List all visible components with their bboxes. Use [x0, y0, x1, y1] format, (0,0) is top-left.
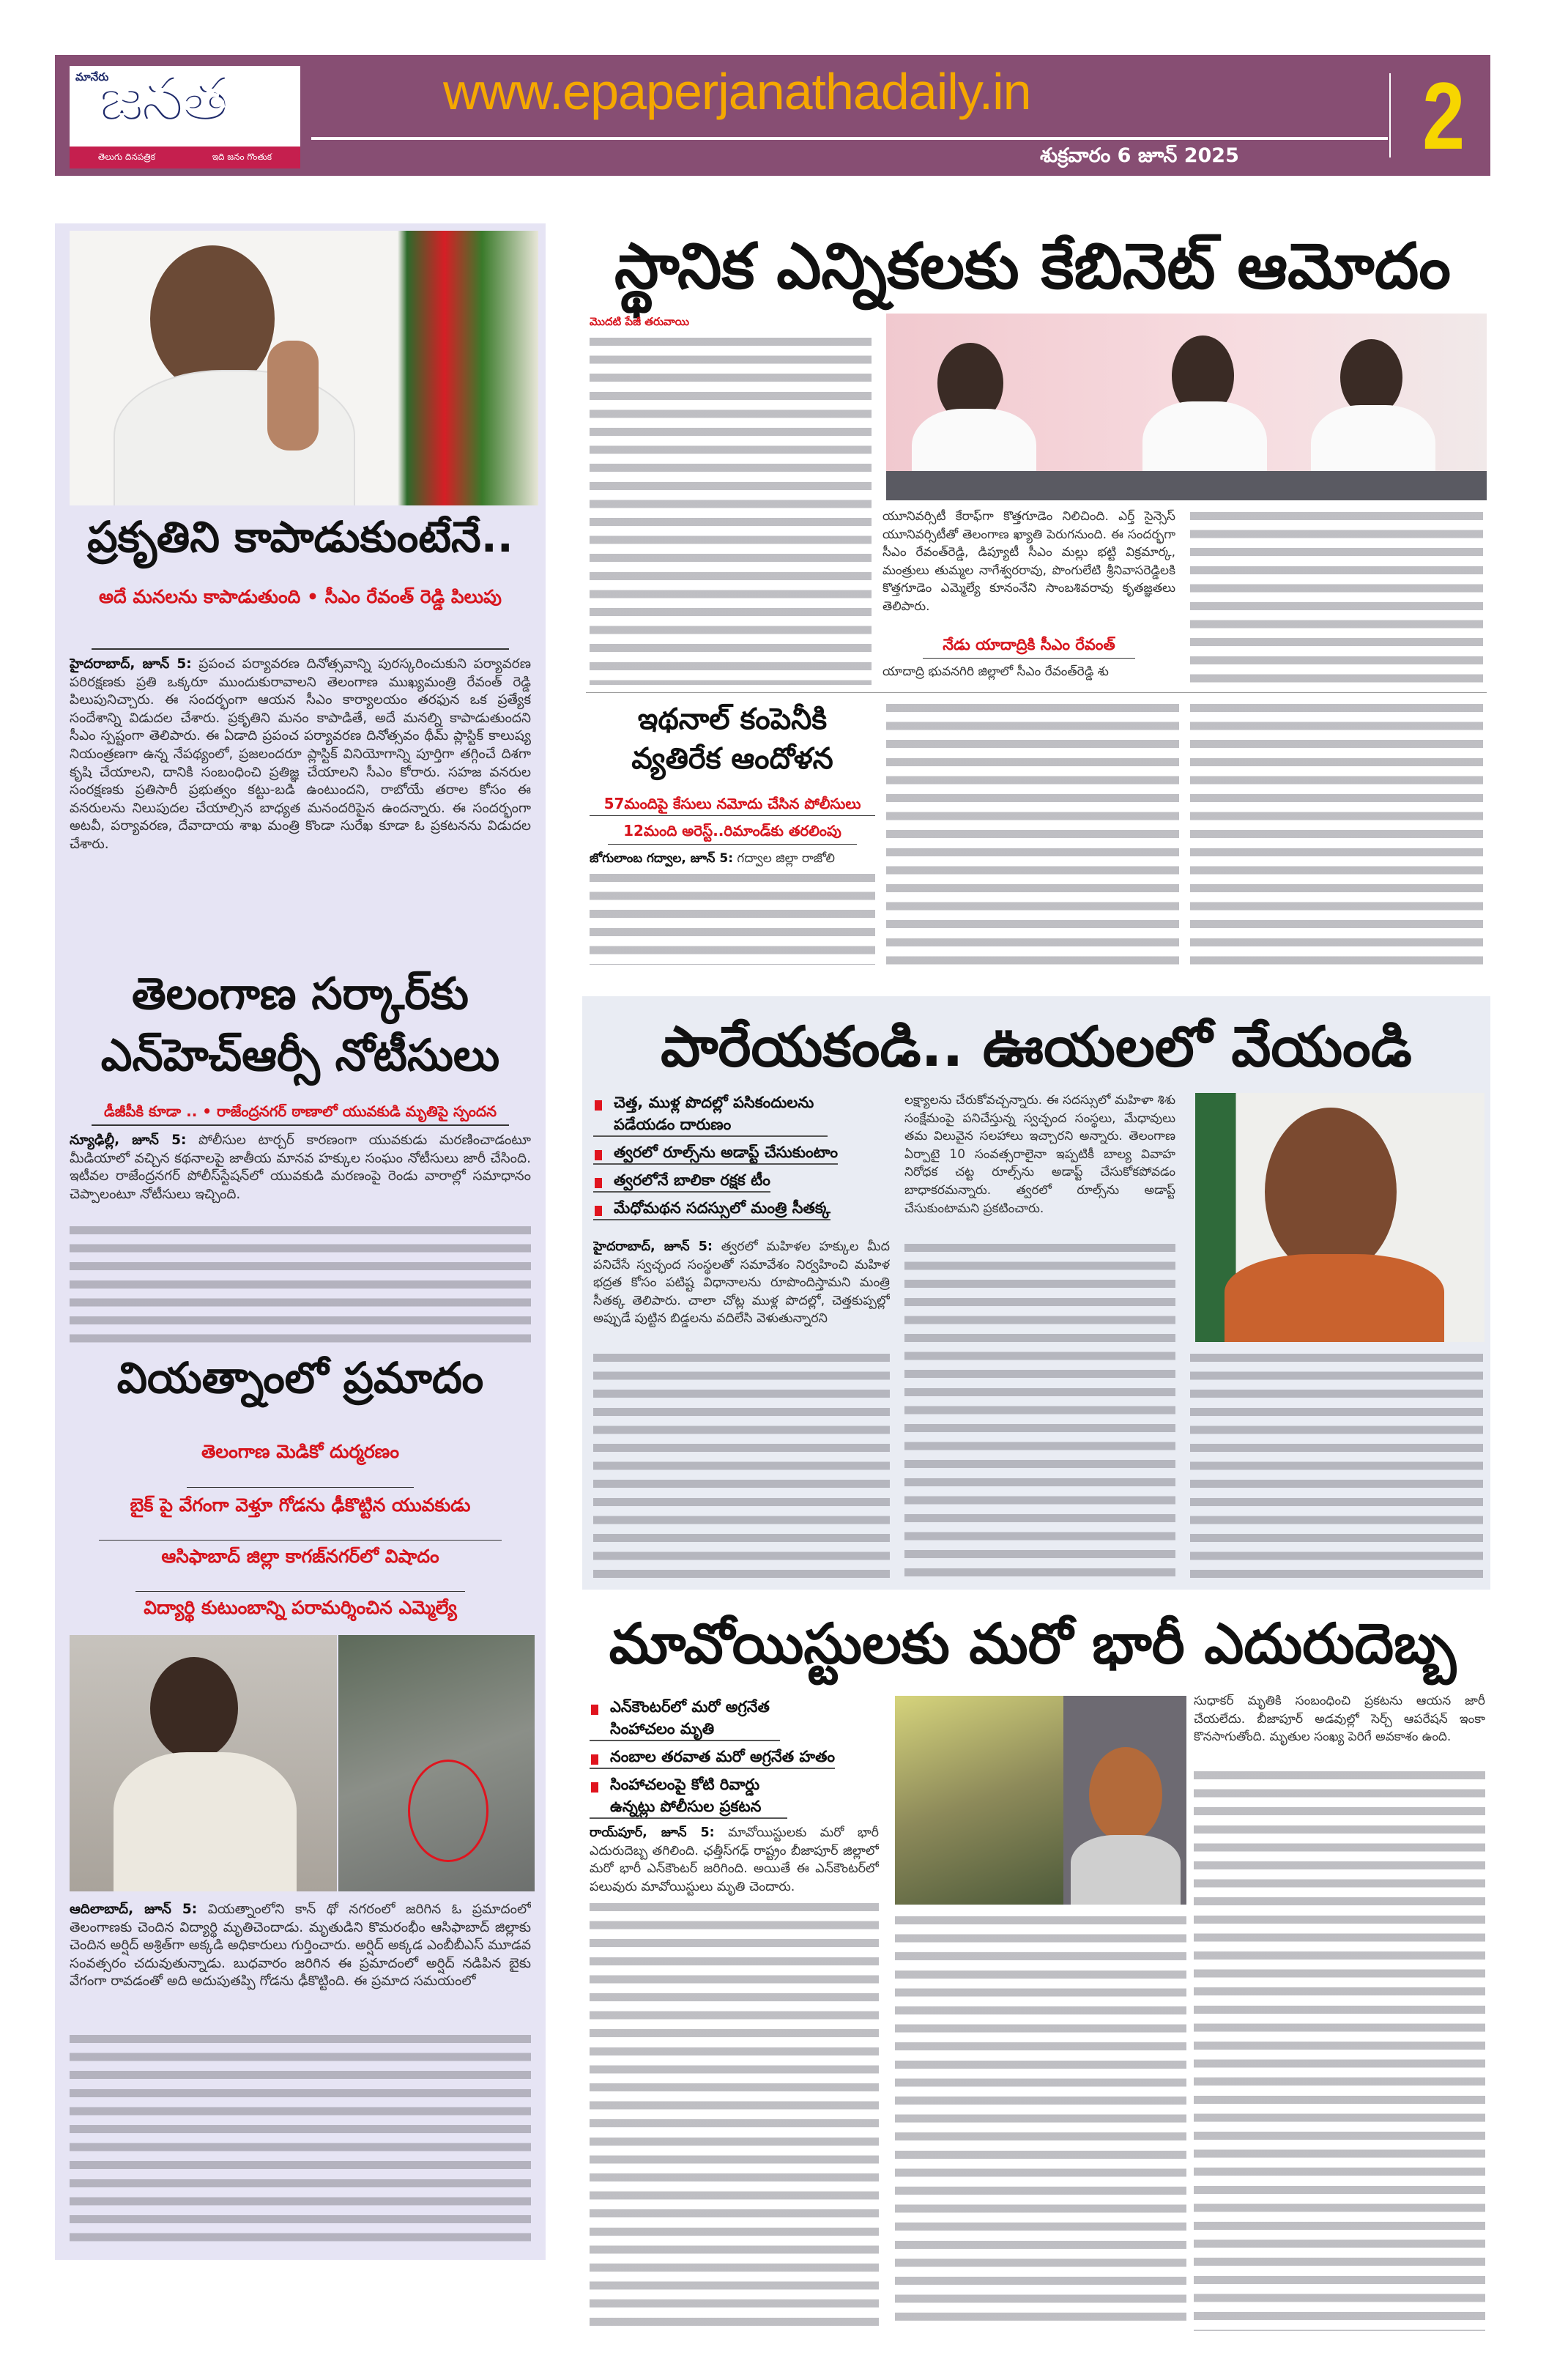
text-column-filler — [1190, 508, 1483, 683]
article-body-ethanol — [590, 850, 875, 869]
subhead-ethanol-2: 12మంది అరెస్ట్..రిమాండ్‌కు తరలింపు — [623, 822, 841, 839]
article-body-cabinet-continued: యూనివర్సిటీ కేరాఫ్‌గా కొత్తగూడెం నిలిచింది. ఎర్త్ సైన్సెస్ యూనివర్సిటీతో తెలంగాణ ఖ్యాతి పెరుగనుంది. ఈ సందర్భగా సీఎం రేవంత్‌రెడ్డి, డిప్యూటీ సీఎం మల్లు భట్టి విక్రమార్క, మంత్రులు తుమ్మల నాగేశ్వరరావు, పొంగులేటి శ్రీనివాసరెడ్డిలకి కొత్తగూడెం ఎమ్మెల్యే కూనంనేని సాంబశివరావు కృతజ్ఞతలు తెలిపారు. — [882, 509, 1175, 614]
bullet-item: త్వరలోనే బాలికా రక్షక టీం — [593, 1169, 770, 1193]
divider — [923, 658, 1135, 659]
bullet-item: చెత్త, ముళ్ల పొదల్లో పసికందులను పడేయడం దారుణం — [593, 1091, 828, 1137]
bullet-item: నంబాల తరవాత మరో అగ్రనేత హతం — [590, 1746, 835, 1769]
dateline: జోగులాంబ గద్వాల, జూన్ 5: — [590, 851, 733, 866]
body-text: త్వరలో మహిళల హక్కుల మీద పనిచేసే స్వచ్ఛంద సంస్థలతో సమావేశం నిర్వహించి మహిళ భద్రత కోసం పటిష్ట విధానాలను రూపొందిస్తామని మంత్రి సీతక్క తెలిపారు. చాలా చోట్ల ముళ్ల పొదల్లో, చెత్తకుప్పల్లో అప్పుడే పుట్టిన బిడ్డలను వదిలేసి వెళుతున్నారని — [593, 1239, 890, 1327]
article-body-nhrc — [70, 1132, 531, 1220]
divider — [135, 1591, 465, 1592]
dateline: రాయ్‌పూర్, జూన్ 5: — [590, 1825, 715, 1840]
kicker-continued: మొదటి పేజీ తరువాయి — [590, 315, 690, 328]
dateline: హైదరాబాద్, జూన్ 5: — [70, 656, 192, 672]
bullet-item: ఎన్‌కౌంటర్‌లో మరో అగ్రనేత సింహాచలం మృతి — [590, 1696, 780, 1741]
dateline: ఆదిలాబాద్, జూన్ 5: — [70, 1902, 198, 1917]
photo-maoist-leader — [1063, 1696, 1186, 1905]
article-body-maoist — [590, 1824, 879, 1897]
headline-cabinet: స్థానిక ఎన్నికలకు కేబినెట్ ఆమోదం — [614, 230, 1451, 303]
text-column-filler — [70, 1222, 531, 1346]
headline-ethanol: ఇథనాల్ కంపెనీకి వ్యతిరేక ఆందోళన — [631, 702, 833, 776]
headline-environment: ప్రకృతిని కాపాడుకుంటేనే.. — [87, 512, 513, 562]
subhead-vietnam-1: తెలంగాణ మెడికో దుర్మరణం — [201, 1441, 399, 1462]
text-column-filler — [70, 2031, 531, 2250]
divider — [311, 137, 1388, 140]
photo-cabinet-meeting — [886, 314, 1487, 500]
article-body-sitakka-col2: లక్ష్యాలను చేరుకోవచ్చన్నారు. ఈ సదస్సులో మహిళా శిశు సంక్షేమంపై పనిచేస్తున్న స్వచ్ఛంద సంస్థలు, మేధావులు తమ విలువైన సలహాలు ఇచ్చారని అన్నారు. తెలంగాణ ఏర్పాటై 10 సంవత్సరాలైనా ఇప్పటికీ బాల్య వివాహ నిరోధక చట్ట రూల్స్‌ను అడాప్ట్ చేసుకోకపోవడం బాధాకరమన్నారు. త్వరలో రూల్స్‌ను అడాప్ట్ చేసుకుంటామని ప్రకటించారు. — [904, 1093, 1175, 1216]
article-body-cm-yadadri: యాదాద్రి భువనగిరి జిల్లాలో సీఎం రేవంత్‌రెడ్డి శు — [882, 664, 1109, 679]
article-body-maoist-right: సుధాకర్ మృతికి సంబంధించి ప్రకటను ఆయన జారీ చేయలేదు. బీజాపూర్ అడవుల్లో సెర్చ్ ఆపరేషన్ ఇంకా కొనసాగుతోంది. మృతుల సంఖ్య పెరిగే అవకాశం ఉంది. — [1194, 1694, 1485, 1745]
masthead — [55, 55, 1490, 176]
dateline: న్యూఢిల్లీ, జూన్ 5: — [70, 1132, 187, 1148]
divider — [99, 1540, 502, 1541]
photo-student — [70, 1635, 337, 1891]
divider — [92, 648, 509, 650]
text-column-filler — [904, 1239, 1175, 1584]
headline-vietnam: వియత్నాంలో ప్రమాదం — [116, 1353, 484, 1403]
text-column-filler — [886, 700, 1179, 967]
body-text: గద్వాల జిల్లా రాజోలి — [737, 851, 835, 866]
photo-maoist-encounter — [895, 1696, 1063, 1905]
text-column-filler — [590, 870, 875, 965]
subhead-vietnam-4: విద్యార్థి కుటుంబాన్ని పరామర్శించిన ఎమ్మెల్యే — [144, 1597, 457, 1618]
logo-tag-left: తెలుగు దినపత్రిక — [97, 151, 155, 162]
text-column-filler — [590, 333, 872, 685]
body-text: మావోయిస్టులకు మరో భారీ ఎదురుదెబ్బ తగిలింది. ఛత్తీస్‌గఢ్ రాష్ట్రం బీజాపూర్ జిల్లాలో మరో భారీ ఎన్‌కౌంటర్ జరిగింది. అయితే ఈ ఎన్‌కౌంటర్‌లో పలువురు మావోయిస్టులు మృతి చెందారు. — [590, 1825, 879, 1894]
photo-minister-sitakka — [1195, 1093, 1484, 1342]
body-text: పోలీసుల టార్చర్ కారణంగా యువకుడు మరణించాడంటూ మీడియాలో వచ్చిన కథనాలపై జాతీయ మానవ హక్కుల సంఘం నోటీసులు జారీ చేసింది. ఇటీవల రాజేంద్రనగర్ పోలీస్‌స్టేషన్‌లో యువకుడి మరణంపై రెండు వారాల్లో సమాధానం చెప్పాలంటూ నోటీసులు ఇచ్చింది. — [70, 1132, 531, 1202]
headline-sitakka: పారేయకండి.. ఊయలలో వేయండి — [661, 1014, 1412, 1079]
subhead-nhrc: డీజీపీకి కూడా .. • రాజేంద్రనగర్ ఠాణాలో యువకుడి మృతిపై స్పందన — [103, 1102, 497, 1120]
text-column-filler — [593, 1349, 890, 1584]
dateline: హైదరాబాద్, జూన్ 5: — [593, 1239, 713, 1254]
photo-cm-greeting — [70, 231, 538, 505]
text-column-filler — [895, 1912, 1186, 2331]
divider — [586, 692, 1487, 693]
text-column-filler — [1190, 700, 1483, 967]
subhead-vietnam-3: ఆసిఫాబాద్ జిల్లా కాగజ్‌నగర్‌లో విషాదం — [161, 1546, 439, 1567]
bullet-item: త్వరలో రూల్స్‌ను అడాప్ట్ చేసుకుంటాం — [593, 1141, 838, 1165]
divider — [92, 1124, 509, 1126]
logo-main-text: జనత — [99, 66, 226, 135]
divider — [187, 1487, 414, 1488]
body-text: వియత్నాంలోని కాన్ థో నగరంలో జరిగిన ఓ ప్రమాదంలో తెలంగాణకు చెందిన విద్యార్థి మృతిచెందాడు. మృతుడిని కొమరంభీం ఆసిఫాబాద్ జిల్లాకు చెందిన అర్షిద్ అశ్రిత్‌గా అక్కడి అధికారులు గుర్తించారు. అర్షిద్ అక్కడ ఎంబీబీఎస్ మూడవ సంవత్సరం చదువుతున్నాడు. బుధవారం జరిగిన ఈ ప్రమాదంలో అర్షిద్ నడిపిన బైకు వేగంగా రావడంతో అది అదుపుతప్పి గోడను ఢీకొట్టింది. ఈ ప్రమాద సమయంలో — [70, 1902, 531, 1990]
text-column-filler — [1194, 1767, 1485, 2331]
subhead-environment: అదే మనలను కాపాడుతుంది • సీఎం రేవంత్ రెడ్డి పిలుపు — [99, 586, 502, 607]
newspaper-logo[interactable] — [70, 66, 300, 168]
page-number: 2 — [1422, 62, 1465, 169]
photo-accident-scene — [338, 1635, 535, 1891]
issue-date: శుక్రవారం 6 జూన్ 2025 — [1040, 144, 1239, 167]
body-text: ప్రపంచ పర్యావరణ దినోత్సవాన్ని పురస్కరించుకుని పర్యావరణ పరిరక్షణకు ప్రతి ఒక్కరూ ముందుకురావాలని తెలంగాణ ముఖ్యమంత్రి రేవంత్ రెడ్డి పిలుపునిచ్చారు. ఈ సందర్భంగా ఆయన సీఎం కార్యాలయం తరఫున ఒక ప్రత్యేక సందేశాన్ని విడుదల చేశారు. ప్రకృతిని మనం కాపాడితే, అదే మనల్ని కాపాడుతుందని సీఎం స్పష్టంగా తెలిపారు. ఈ ఏడాది ప్రపంచ పర్యావరణ దినోత్సవం థీమ్ ప్లాస్టిక్ కాలుష్య నియంత్రణగా ఉన్న నేపథ్యంలో, ప్రజలందరూ ప్లాస్టిక్ వినియోగాన్ని పూర్తిగా తగ్గించే దిశగా కృషి చేయాలని, దానికి సంబంధించి ప్రతిజ్ఞ చేయాలని సీఎం కోరారు. సహజ వనరుల సంరక్షణకు ప్రతిసారీ ప్రభుత్వం కట్టు-బడి ఉంటుందని, రాబోయే తరాల కోసం ఈ వనరులను నిలుపుదల చేయాల్సిన బాధ్యత మనందరిపైన ఉందన్నారు. ఈ సందర్భంగా అటవీ, పర్యావరణ, దేవాదాయ శాఖ మంత్రి కొండా సురేఖ కూడా ఓ ప్రకటనను విడుదల చేశారు. — [70, 656, 531, 852]
logo-tag-right: ఇది జనం గొంతుక — [212, 151, 272, 162]
article-body-vietnam — [70, 1901, 531, 2029]
divider — [590, 815, 875, 816]
bullet-item: సింహాచలంపై కోటి రివార్డు ఉన్నట్లు పోలీసుల ప్రకటన — [590, 1773, 787, 1819]
site-url-link[interactable]: www.epaperjanathadaily.in — [443, 63, 1031, 120]
logo-tagline — [70, 147, 300, 168]
divider — [1389, 73, 1391, 157]
bullet-list-maoist — [590, 1696, 890, 1823]
article-body-sitakka — [593, 1238, 890, 1348]
logo-small-text: మానేరు — [75, 70, 109, 84]
divider — [608, 844, 857, 845]
headline-nhrc: తెలంగాణ సర్కార్‌కు ఎన్‌హెచ్‌ఆర్సీ నోటీసులు — [100, 968, 500, 1081]
bullet-item: మేధోమథన సదస్సులో మంత్రి సీతక్క — [593, 1197, 830, 1220]
subhead-cm-yadadri: నేడు యాదాద్రికి సీఎం రేవంత్ — [943, 636, 1115, 653]
bullet-list-sitakka — [593, 1091, 901, 1225]
article-body-environment — [70, 656, 531, 945]
subhead-ethanol-1: 57మందిపై కేసులు నమోదు చేసిన పోలీసులు — [603, 795, 861, 812]
text-column-filler — [1190, 1349, 1483, 1584]
subhead-vietnam-2: బైక్ పై వేగంగా వెళ్తూ గోడను ఢీకొట్టిన యువకుడు — [130, 1494, 471, 1516]
headline-maoist: మావోయిస్టులకు మరో భారీ ఎదురుదెబ్బ — [609, 1611, 1457, 1676]
text-column-filler — [590, 1899, 879, 2331]
